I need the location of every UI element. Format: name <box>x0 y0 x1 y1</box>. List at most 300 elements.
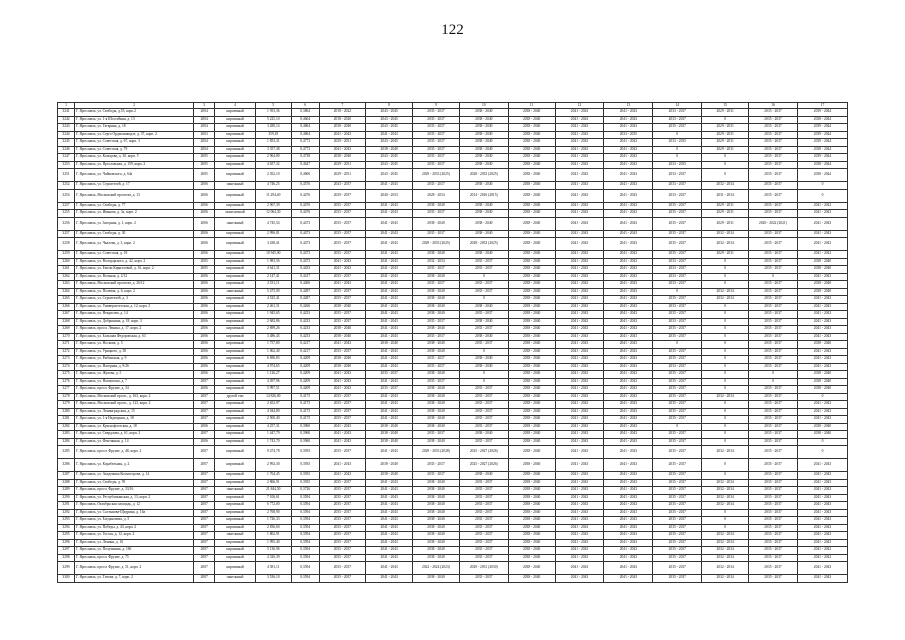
table-cell: 2035 - 2037 <box>319 311 366 319</box>
table-cell: 2007 <box>194 393 215 401</box>
table-cell: 2033 - 2037 <box>653 266 702 274</box>
table-cell: 2035 - 2037 <box>749 210 798 218</box>
table-cell: 2035 - 2037 <box>749 146 798 154</box>
table-row <box>58 348 848 356</box>
table-cell: 2007 <box>194 487 215 495</box>
table-cell: 2007 <box>194 532 215 540</box>
table-cell: 2038 - 2040 <box>797 258 847 266</box>
table-cell: 2035 - 2037 <box>459 266 508 274</box>
table-cell: 2041 - 2043 <box>366 562 413 575</box>
table-cell: 2006 <box>194 202 215 210</box>
table-cell: 0,4773 <box>291 146 319 154</box>
table-cell: 2041 - 2043 <box>797 408 847 416</box>
table-cell: 2007 <box>194 547 215 555</box>
table-cell: 2041 - 2043 <box>555 459 604 472</box>
table-cell: 2041 - 2043 <box>555 562 604 575</box>
table-cell: 3241 <box>58 109 75 117</box>
table-cell: 2035 - 2037 <box>653 238 702 251</box>
column-header: 6 <box>291 103 319 109</box>
table-cell: 2038 - 2040 <box>508 423 555 431</box>
table-cell: 2035 - 2037 <box>459 416 508 424</box>
table-cell: кирпичный <box>215 238 255 251</box>
table-cell: 2035 - 2037 <box>413 431 460 439</box>
table-cell: 2035 - 2037 <box>749 109 798 117</box>
table-cell: 2 682,86 <box>255 318 291 326</box>
table-cell: Г. Ярославль, ул. 1-я Шоссейная, д. 13 <box>75 116 194 124</box>
column-header: 7 <box>319 103 366 109</box>
table-cell: кирпичный <box>215 146 255 154</box>
table-cell: 5 136,96 <box>255 547 291 555</box>
table-cell: 2035 - 2037 <box>749 524 798 532</box>
table-cell: 0,4417 <box>291 273 319 281</box>
table-cell: 2032 - 2034 <box>702 393 749 401</box>
table-cell: 2033 - 2037 <box>653 303 702 311</box>
table-cell: 4 746,25 <box>255 182 291 190</box>
table-cell: Г. Ярославль, ул. Фонтанная, д. 14 <box>75 438 194 446</box>
table-cell: кирпичный <box>215 554 255 562</box>
table-cell: 2035 - 2037 <box>653 386 702 394</box>
column-header: 17 <box>797 103 847 109</box>
table-cell: 0 <box>702 423 749 431</box>
table-cell: 2035 - 2037 <box>749 562 798 575</box>
table-cell: 0 <box>702 363 749 371</box>
table-cell: 0,4476 <box>291 202 319 210</box>
table-cell: 2038 - 2040 <box>508 487 555 495</box>
table-cell: Г. Ярославль, ул. Свободы, д.55, корп.2 <box>75 109 194 117</box>
table-cell: 2041 - 2043 <box>366 333 413 341</box>
table-cell: 2035 - 2037 <box>653 296 702 304</box>
table-cell: 2041 - 2043 <box>366 288 413 296</box>
table-cell: 2035 - 2037 <box>319 251 366 259</box>
table-cell: 2041 - 2043 <box>555 202 604 210</box>
table-cell: 2038 - 2040 <box>508 341 555 349</box>
table-cell: 2038 - 2040 <box>413 273 460 281</box>
table-cell: 2038 - 2040 <box>319 363 366 371</box>
table-row <box>58 371 848 379</box>
table-cell: 2041 - 2043 <box>319 472 366 480</box>
table-cell: 2041 - 2043 <box>555 288 604 296</box>
table-cell: 0 <box>702 281 749 289</box>
table-cell: 2035 - 2037 <box>319 238 366 251</box>
table-cell: 2041 - 2043 <box>366 281 413 289</box>
table-cell: 2029 - 2031 <box>702 124 749 132</box>
table-cell: 2035 - 2037 <box>749 341 798 349</box>
table-cell: кирпичный <box>215 431 255 439</box>
table-cell: 2035 - 2037 <box>319 502 366 510</box>
table-cell: 2038 - 2040 <box>508 116 555 124</box>
table-cell: 2035 - 2037 <box>653 575 702 583</box>
table-cell: 0,4473 <box>291 230 319 238</box>
table-cell: 2038 - 2040 <box>413 408 460 416</box>
table-cell: 2038 - 2040 <box>319 326 366 334</box>
table-row <box>58 251 848 259</box>
table-cell: 2005 <box>194 161 215 169</box>
table-cell: 2041 - 2043 <box>604 423 653 431</box>
table-cell: 2038 - 2040 <box>459 230 508 238</box>
table-row <box>58 479 848 487</box>
table-cell: кирпичный <box>215 547 255 555</box>
table-cell: 3243 <box>58 124 75 132</box>
table-cell: 4 641,31 <box>255 266 291 274</box>
table-cell: 2035 - 2037 <box>749 502 798 510</box>
table-cell: 2033 - 2035 <box>604 131 653 139</box>
table-cell: 0 <box>653 146 702 154</box>
table-row <box>58 169 848 182</box>
table-cell: 0 <box>702 273 749 281</box>
table-cell: 2038 - 2040 <box>459 124 508 132</box>
table-cell: 2035 - 2037 <box>749 517 798 525</box>
table-cell: 2038 - 2040 <box>508 318 555 326</box>
table-cell: 2038 - 2040 <box>413 438 460 446</box>
table-cell: 2041 - 2043 <box>797 348 847 356</box>
table-cell: 2035 - 2037 <box>653 202 702 210</box>
table-cell: 2041 - 2043 <box>366 210 413 218</box>
table-cell: 2041 - 2043 <box>555 487 604 495</box>
table-cell: 2041 - 2043 <box>555 296 604 304</box>
table-cell: 2006 <box>194 238 215 251</box>
table-cell: 2035 - 2037 <box>749 472 798 480</box>
table-cell: кирпичный <box>215 326 255 334</box>
table-cell: 2035 - 2037 <box>749 487 798 495</box>
table-cell: 2041 - 2043 <box>555 124 604 132</box>
table-cell: 2035 - 2037 <box>653 532 702 540</box>
table-cell: 2006 <box>194 288 215 296</box>
table-cell: 2 052,10 <box>255 169 291 182</box>
table-cell: 4 581,11 <box>255 562 291 575</box>
table-cell: 3258 <box>58 238 75 251</box>
table-cell: 2041 - 2043 <box>604 554 653 562</box>
table-row <box>58 459 848 472</box>
table-cell: 2035 - 2037 <box>459 401 508 409</box>
table-cell: 2041 - 2043 <box>604 479 653 487</box>
table-cell: 2035 - 2037 <box>319 532 366 540</box>
table-cell: 2038 - 2040 <box>508 502 555 510</box>
table-cell: 1 862,91 <box>255 532 291 540</box>
table-cell: 2035 - 2037 <box>413 318 460 326</box>
table-cell: Г. Ярославль, просп. Фрунзе, д. 33/16 <box>75 487 194 495</box>
table-cell: 0 <box>702 459 749 472</box>
table-cell: 2035 - 2037 <box>653 438 702 446</box>
table-cell: 7 106,61 <box>255 494 291 502</box>
table-cell: Г. Ярославль, ул. Академика Колмогорова, д. 14 <box>75 472 194 480</box>
table-cell: 2041 - 2043 <box>319 131 366 139</box>
table-cell: 2035 - 2037 <box>653 509 702 517</box>
table-cell: 2041 - 2043 <box>366 202 413 210</box>
table-cell: 2041 - 2043 <box>604 408 653 416</box>
table-cell: 2035 - 2037 <box>319 296 366 304</box>
table-cell: 3244 <box>58 131 75 139</box>
table-cell: 2006 <box>194 303 215 311</box>
table-cell: 2033 - 2035 <box>653 139 702 147</box>
table-cell: 3 486,43 <box>255 333 291 341</box>
table-cell: 2007 <box>194 539 215 547</box>
table-cell: кирпичный <box>215 479 255 487</box>
table-cell: 2041 - 2043 <box>555 109 604 117</box>
table-cell: 2035 - 2037 <box>653 393 702 401</box>
table-cell: 0,4476 <box>291 189 319 202</box>
table-cell: 2032 - 2034 <box>702 479 749 487</box>
table-cell: 2022 - 2024 (2023) <box>413 562 460 575</box>
table-cell: Г. Ярославль, ул. Володарского, д. 42, корп. 2 <box>75 258 194 266</box>
table-cell: 2041 - 2043 <box>319 266 366 274</box>
table-cell: 2035 - 2037 <box>319 393 366 401</box>
table-cell: 2038 - 2040 <box>413 423 460 431</box>
table-cell: 2041 - 2043 <box>319 386 366 394</box>
table-row <box>58 333 848 341</box>
table-row <box>58 386 848 394</box>
table-cell: 2038 - 2040 <box>508 182 555 190</box>
table-cell: 3245 <box>58 139 75 147</box>
table-cell: 2038 - 2040 <box>459 131 508 139</box>
table-cell: 0,4664 <box>291 116 319 124</box>
table-cell: 0 <box>702 509 749 517</box>
table-cell: Г. Ярославль, просп. Фрунзе, д. 75 <box>75 554 194 562</box>
table-cell: 2038 - 2040 <box>508 363 555 371</box>
table-cell: 2041 - 2043 <box>319 459 366 472</box>
table-cell: 2038 - 2044 <box>797 116 847 124</box>
table-cell: Г. Ярославль, ул. Краснофлотская, д. 18 <box>75 423 194 431</box>
table-row <box>58 554 848 562</box>
table-cell: 2029 - 2033 (2028) <box>413 446 460 459</box>
table-cell: 1 853,31 <box>255 139 291 147</box>
table-cell: 4 974,65 <box>255 363 291 371</box>
table-cell: 2041 - 2043 <box>366 131 413 139</box>
table-cell: 2041 - 2043 <box>366 303 413 311</box>
table-cell: 2041 - 2043 <box>319 423 366 431</box>
table-cell: 0 <box>702 408 749 416</box>
table-cell: Г. Ярославль, ул. Советская, д. 67, корп. 3 <box>75 139 194 147</box>
table-cell: 2041 - 2043 <box>604 363 653 371</box>
table-cell: 2035 - 2037 <box>749 230 798 238</box>
table-cell: 0,3864 <box>291 109 319 117</box>
table-cell: Г. Ярославль, ул. Большая Федоровская, д. 63 <box>75 333 194 341</box>
table-cell: 0,4175 <box>291 393 319 401</box>
table-cell: 3278 <box>58 393 75 401</box>
table-cell: 2041 - 2043 <box>319 371 366 379</box>
table-cell: 0,4233 <box>291 333 319 341</box>
table-cell: 2041 - 2043 <box>555 154 604 162</box>
table-row <box>58 288 848 296</box>
table-cell: 0,4773 <box>291 139 319 147</box>
table-cell: 2041 - 2043 <box>797 333 847 341</box>
table-cell: Г. Ярославль, ул. Серго Орджоникидзе, д. 37, корп. 2 <box>75 131 194 139</box>
table-cell: 2035 - 2037 <box>749 182 798 190</box>
table-cell: 2038 - 2040 <box>459 139 508 147</box>
table-cell: кирпичный <box>215 363 255 371</box>
table-cell: 2041 - 2043 <box>604 562 653 575</box>
table-cell: 2041 - 2043 <box>555 217 604 230</box>
table-cell: кирпичный <box>215 459 255 472</box>
table-cell: 2035 - 2037 <box>653 472 702 480</box>
table-cell: 2035 - 2037 <box>749 539 798 547</box>
table-cell: 2038 - 2040 <box>366 431 413 439</box>
table-cell: 2038 - 2040 <box>459 303 508 311</box>
table-cell: 0,3594 <box>291 532 319 540</box>
table-cell: 2041 - 2043 <box>555 386 604 394</box>
table-cell: 0 <box>459 348 508 356</box>
table-cell: 2029 - 2033 (2025) <box>413 169 460 182</box>
table-cell: 2035 - 2037 <box>459 281 508 289</box>
table-cell: Г. Ярославль, ул. Загорная, д. 1, корп. 2 <box>75 217 194 230</box>
table-cell: 2041 - 2043 <box>555 258 604 266</box>
table-cell: Г. Ярославль, ул. Строителей, д. 3 <box>75 296 194 304</box>
table-cell: 3294 <box>58 524 75 532</box>
table-cell: 3263 <box>58 281 75 289</box>
table-row <box>58 363 848 371</box>
table-cell: 2035 - 2037 <box>319 210 366 218</box>
table-row <box>58 146 848 154</box>
table-cell: 2004 <box>194 109 215 117</box>
table-cell: 2035 - 2037 <box>319 217 366 230</box>
table-cell: 2035 - 2037 <box>459 386 508 394</box>
table-cell: 3295 <box>58 532 75 540</box>
table-cell: 2041 - 2043 <box>604 109 653 117</box>
table-cell: 2041 - 2043 <box>604 124 653 132</box>
table-cell: 2041 - 2043 <box>555 393 604 401</box>
table-cell: 2041 - 2043 <box>319 431 366 439</box>
table-cell: 2035 - 2037 <box>459 547 508 555</box>
table-cell: 2041 - 2043 <box>797 217 847 230</box>
table-cell: 2033 - 2035 <box>653 161 702 169</box>
table-row <box>58 258 848 266</box>
table-cell: 2035 - 2037 <box>653 487 702 495</box>
column-header: 4 <box>215 103 255 109</box>
table-cell: 2041 - 2043 <box>555 326 604 334</box>
table-cell: 2041 - 2043 <box>604 431 653 439</box>
table-cell: 2041 - 2043 <box>604 472 653 480</box>
table-cell: 2041 - 2043 <box>797 494 847 502</box>
table-cell: 2038 - 2040 <box>413 554 460 562</box>
table-cell: 2007 <box>194 575 215 583</box>
table-cell: 2041 - 2043 <box>319 341 366 349</box>
table-cell: 3264 <box>58 288 75 296</box>
table-cell: 2035 - 2037 <box>413 333 460 341</box>
table-row <box>58 539 848 547</box>
table-cell: 2035 - 2037 <box>653 251 702 259</box>
table-row <box>58 210 848 218</box>
table-cell: 2038 - 2040 <box>797 341 847 349</box>
table-cell: 2043 - 2045 <box>366 109 413 117</box>
table-cell: 2035 - 2037 <box>749 296 798 304</box>
table-cell: 2018 - 2022 <box>319 109 366 117</box>
table-cell: 2035 - 2037 <box>319 509 366 517</box>
table-cell: 0 <box>702 161 749 169</box>
table-cell: 3251 <box>58 169 75 182</box>
table-cell: 2038 - 2040 <box>459 146 508 154</box>
table-cell: 2041 - 2043 <box>797 210 847 218</box>
table-row <box>58 238 848 251</box>
table-cell: кирпичный <box>215 139 255 147</box>
table-cell: 3291 <box>58 502 75 510</box>
table-cell: 2041 - 2043 <box>555 356 604 364</box>
table-row <box>58 296 848 304</box>
table-cell: 2035 - 2037 <box>653 210 702 218</box>
table-cell: Г. Ярославль, просп. Фрунзе, д. 34 <box>75 386 194 394</box>
table-cell: панельный <box>215 575 255 583</box>
table-cell: 2035 - 2037 <box>413 131 460 139</box>
table-cell: Г. Ярославль, ул. Чкалова, д. 3, корп. 2 <box>75 238 194 251</box>
table-cell: 2038 - 2040 <box>508 438 555 446</box>
table-cell: панельный <box>215 288 255 296</box>
table-cell: 2 967,39 <box>255 202 291 210</box>
table-cell: 2035 - 2037 <box>319 539 366 547</box>
table-cell: 2 996,81 <box>255 230 291 238</box>
table-cell: 2041 - 2043 <box>319 281 366 289</box>
table-cell: 3292 <box>58 509 75 517</box>
table-cell: Г. Ярославль, Московский просп., д. 163, корп. 2 <box>75 393 194 401</box>
table-cell: 0,3935 <box>291 479 319 487</box>
table-cell: 2041 - 2043 <box>604 348 653 356</box>
table-cell: 2038 - 2040 <box>413 532 460 540</box>
table-cell: 3272 <box>58 348 75 356</box>
table-cell: 2 699,26 <box>255 326 291 334</box>
table-cell: 2007 <box>194 502 215 510</box>
table-cell: 2032 - 2034 <box>702 554 749 562</box>
table-cell: 11 294,40 <box>255 189 291 202</box>
table-cell: 2038 - 2040 <box>413 348 460 356</box>
table-cell: 2041 - 2043 <box>604 251 653 259</box>
table-cell: 2038 - 2040 <box>508 154 555 162</box>
table-cell: 2041 - 2043 <box>604 182 653 190</box>
table-cell: 2041 - 2043 <box>366 416 413 424</box>
table-cell: кирпичный <box>215 116 255 124</box>
table-cell: 2028 - 2033 (2025) <box>459 238 508 251</box>
table-cell: 2006 <box>194 296 215 304</box>
table-cell: 2033 - 2037 <box>653 116 702 124</box>
table-cell: 2035 - 2037 <box>459 509 508 517</box>
table-cell: 2041 - 2043 <box>797 479 847 487</box>
table-cell: 2007 <box>194 401 215 409</box>
table-cell: Г. Ярославль, ул. Полушкина, д. 16б <box>75 547 194 555</box>
table-cell: 3 357,38 <box>255 146 291 154</box>
table-cell: 2041 - 2043 <box>319 146 366 154</box>
table-cell: 2041 - 2043 <box>366 446 413 459</box>
table-cell: Г. Ярославль, ул. Республиканская, д. 13, корп. 2 <box>75 494 194 502</box>
table-row <box>58 161 848 169</box>
table-cell: 2004 <box>194 139 215 147</box>
table-row <box>58 124 848 132</box>
table-cell: Г. Ярославль, ул. Университетская, д. 12, корп. 2 <box>75 303 194 311</box>
table-cell: 2032 - 2034 <box>702 502 749 510</box>
table-cell: 2007 <box>194 509 215 517</box>
table-cell: 2041 - 2043 <box>797 273 847 281</box>
table-cell: 0,4217 <box>291 341 319 349</box>
table-cell: 3262 <box>58 273 75 281</box>
table-cell: 0 <box>702 431 749 439</box>
table-cell: 2041 - 2043 <box>797 318 847 326</box>
table-row <box>58 116 848 124</box>
table-cell: 2035 - 2037 <box>319 288 366 296</box>
table-cell: кирпичный <box>215 494 255 502</box>
table-cell: 2035 - 2037 <box>413 124 460 132</box>
table-cell: кирпичный <box>215 446 255 459</box>
table-cell: 2038 - 2040 <box>459 251 508 259</box>
table-cell: 2041 - 2043 <box>604 446 653 459</box>
table-cell: 2041 - 2043 <box>366 296 413 304</box>
table-cell: 2041 - 2043 <box>555 210 604 218</box>
table-cell: 2032 - 2034 <box>702 487 749 495</box>
table-cell: 2041 - 2043 <box>555 333 604 341</box>
table-cell: 2041 - 2043 <box>555 547 604 555</box>
table-cell: 0 <box>797 438 847 446</box>
table-cell: 3276 <box>58 378 75 386</box>
table-cell: 2038 - 2040 <box>366 459 413 472</box>
table-cell: 0,4476 <box>291 210 319 218</box>
table-cell: 0,4576 <box>291 182 319 190</box>
table-cell: 3267 <box>58 311 75 319</box>
table-cell: Г. Ярославль, просп. Фрунзе, д. 48, корп. 2 <box>75 446 194 459</box>
table-cell: 2035 - 2037 <box>749 547 798 555</box>
